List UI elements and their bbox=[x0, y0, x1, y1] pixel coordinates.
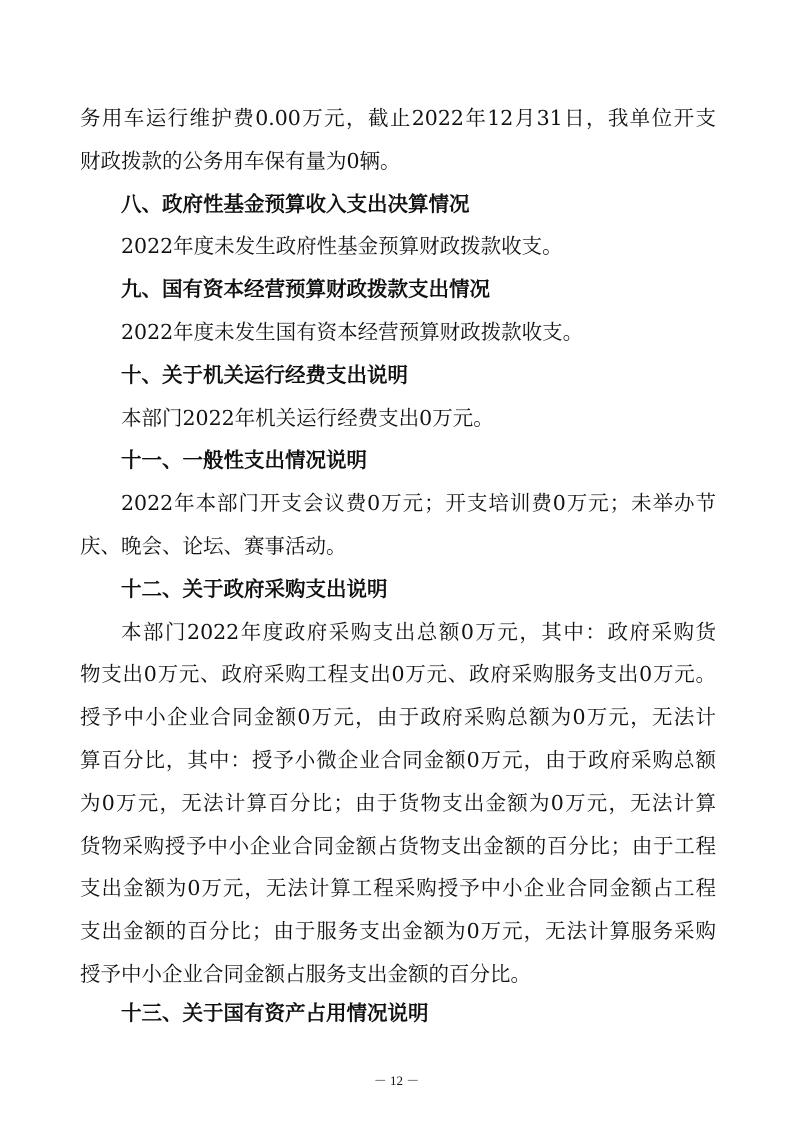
section-heading-12: 十二、关于政府采购支出说明 bbox=[121, 576, 388, 601]
paragraph-line: 2022年度未发生国有资本经营预算财政拨款收支。 bbox=[121, 319, 584, 344]
paragraph-line: 算百分比，其中：授予小微企业合同金额0万元，由于政府采购总额 bbox=[80, 747, 716, 772]
paragraph-line: 为0万元，无法计算百分比；由于货物支出金额为0万元，无法计算 bbox=[80, 790, 716, 815]
page-number: － 12 － bbox=[373, 1073, 420, 1088]
paragraph-line: 本部门2022年度政府采购支出总额0万元，其中：政府采购货 bbox=[121, 619, 716, 644]
paragraph-line: 授予中小企业合同金额占服务支出金额的百分比。 bbox=[80, 961, 531, 986]
paragraph-line: 本部门2022年机关运行经费支出0万元。 bbox=[121, 405, 494, 430]
section-heading-9: 九、国有资本经营预算财政拨款支出情况 bbox=[121, 277, 490, 302]
paragraph-line: 支出金额为0万元，无法计算工程采购授予中小企业合同金额占工程 bbox=[80, 876, 716, 901]
paragraph-line: 务用车运行维护费0.00万元，截止2022年12月31日，我单位开支 bbox=[80, 106, 716, 130]
paragraph-line: 支出金额的百分比；由于服务支出金额为0万元，无法计算服务采购 bbox=[80, 919, 716, 944]
paragraph-line: 2022年本部门开支会议费0万元；开支培训费0万元；未举办节 bbox=[121, 491, 716, 516]
paragraph-line: 货物采购授予中小企业合同金额占货物支出金额的百分比；由于工程 bbox=[80, 833, 716, 858]
document-body bbox=[80, 97, 716, 1035]
section-heading-11: 十一、一般性支出情况说明 bbox=[121, 448, 367, 473]
paragraph-line: 授予中小企业合同金额0万元，由于政府采购总额为0万元，无法计 bbox=[80, 705, 716, 730]
paragraph-line: 物支出0万元、政府采购工程支出0万元、政府采购服务支出0万元。 bbox=[80, 662, 716, 687]
section-heading-8: 八、政府性基金预算收入支出决算情况 bbox=[121, 191, 470, 216]
paragraph-line: 财政拨款的公务用车保有量为0辆。 bbox=[80, 148, 401, 173]
paragraph-line: 2022年度未发生政府性基金预算财政拨款收支。 bbox=[121, 234, 563, 259]
section-heading-10: 十、关于机关运行经费支出说明 bbox=[121, 362, 408, 387]
paragraph-line: 庆、晚会、论坛、赛事活动。 bbox=[80, 533, 347, 558]
section-heading-13: 十三、关于国有资产占用情况说明 bbox=[121, 1000, 429, 1025]
